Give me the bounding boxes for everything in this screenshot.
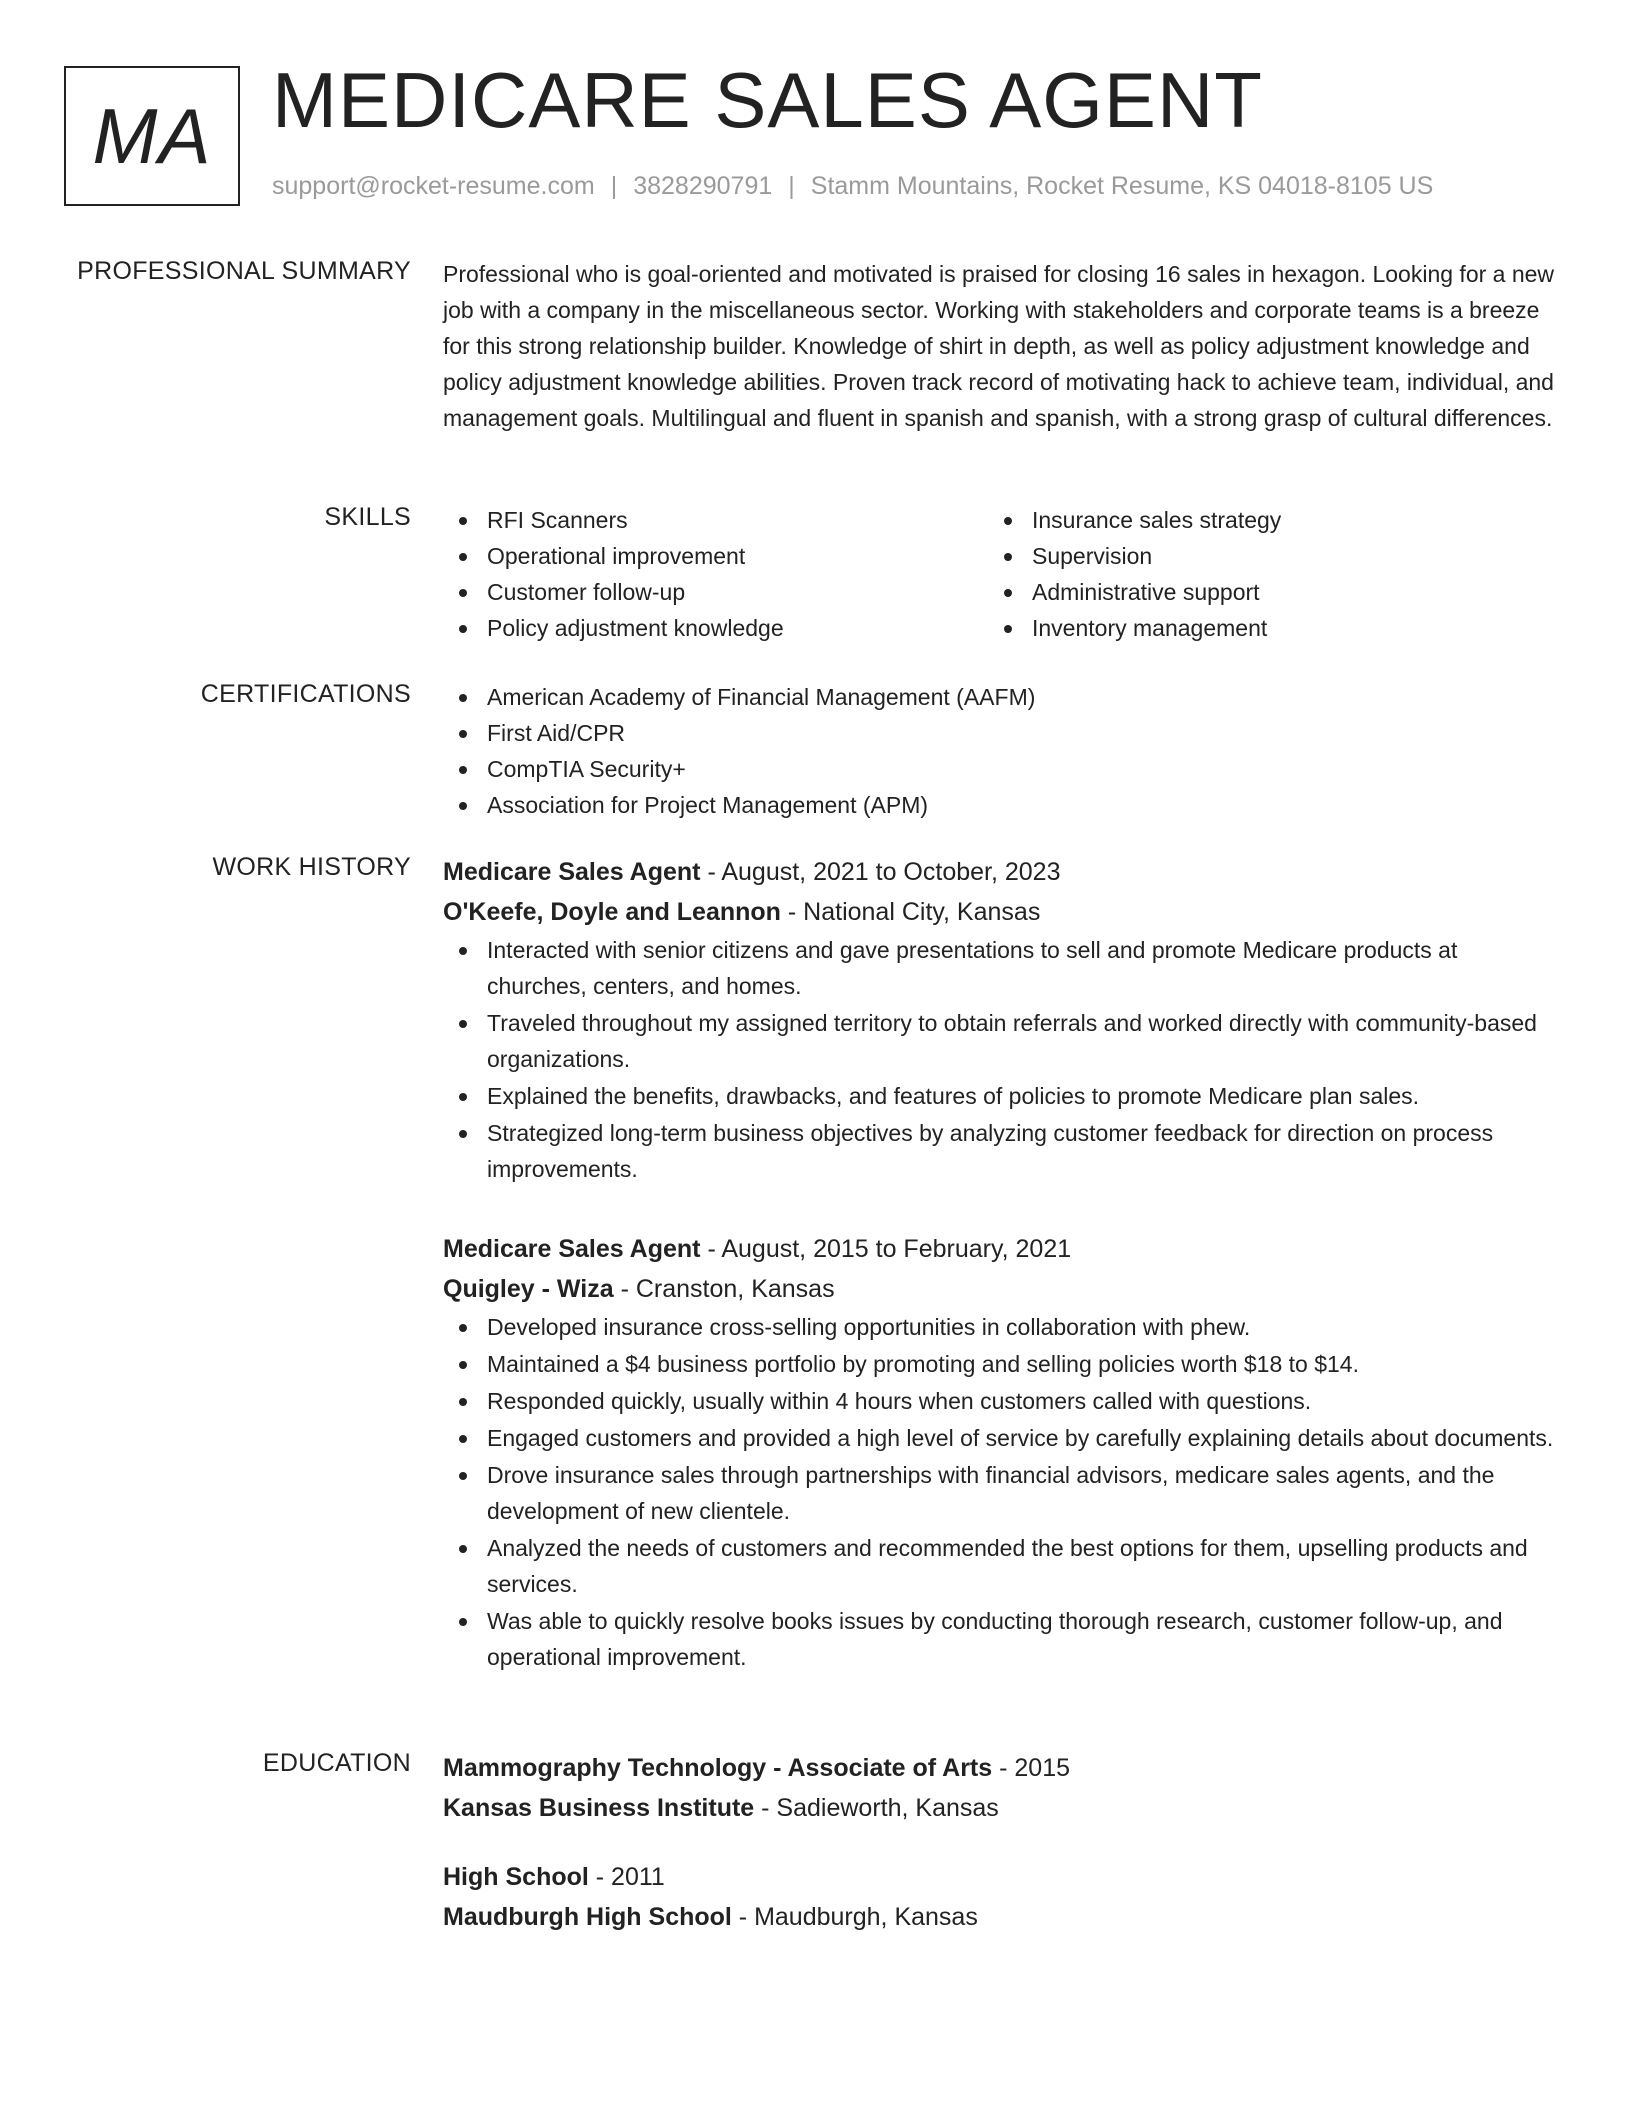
education-degree: High School: [443, 1863, 589, 1891]
job-entry: [443, 852, 1558, 1188]
education-degree: Mammography Technology - Associate of Arts: [443, 1754, 993, 1782]
skills-list-right: [988, 502, 1533, 646]
skill-item: Insurance sales strategy: [988, 502, 1533, 538]
education-entry: [443, 1748, 1558, 1828]
contact-email[interactable]: support@rocket-resume.com: [272, 172, 595, 200]
job-bullet: Explained the benefits, drawbacks, and features of policies to promote Medicare plan sales.: [443, 1078, 1558, 1114]
resume-title: MEDICARE SALES AGENT: [272, 56, 1263, 144]
job-bullet: Engaged customers and provided a high level of service by carefully explaining details about documents.: [443, 1420, 1558, 1456]
job-title: Medicare Sales Agent: [443, 1235, 701, 1263]
job-company-line: [443, 1269, 1558, 1309]
education-entry: [443, 1857, 1558, 1937]
job-bullet: Traveled throughout my assigned territory to obtain referrals and worked directly with community-based organizations.: [443, 1005, 1558, 1077]
education-year: - 2015: [992, 1754, 1071, 1782]
certifications-list: [443, 679, 1558, 823]
education-school-line: [443, 1788, 1558, 1828]
education-school: Kansas Business Institute: [443, 1794, 755, 1822]
education-location: - Maudburgh, Kansas: [731, 1903, 978, 1931]
education-year: - 2011: [588, 1863, 665, 1891]
contact-line: [272, 172, 1433, 201]
skill-item: Policy adjustment knowledge: [443, 610, 988, 646]
job-bullet: Was able to quickly resolve books issues by conducting thorough research, customer follow-up, and operational improvement.: [443, 1603, 1558, 1675]
skills-list-left: [443, 502, 988, 646]
contact-separator: |: [610, 172, 618, 200]
job-dates: - August, 2021 to October, 2023: [700, 858, 1061, 886]
certification-item: CompTIA Security+: [443, 751, 1558, 787]
job-title: Medicare Sales Agent: [443, 858, 701, 886]
education-school: Maudburgh High School: [443, 1903, 732, 1931]
monogram-initials: MA: [92, 91, 212, 180]
job-company: O'Keefe, Doyle and Leannon: [443, 898, 781, 926]
education-location: - Sadieworth, Kansas: [754, 1794, 999, 1822]
contact-phone[interactable]: 3828290791: [633, 172, 773, 200]
certification-item: American Academy of Financial Management (AAFM): [443, 679, 1558, 715]
education-degree-line: [443, 1857, 1558, 1897]
job-company: Quigley - Wiza: [443, 1275, 614, 1303]
job-bullets: [443, 1309, 1558, 1675]
education-label: EDUCATION: [262, 1749, 411, 1777]
education-school-line: [443, 1897, 1558, 1937]
skills-label: SKILLS: [324, 503, 411, 531]
job-bullet: Drove insurance sales through partnerships with financial advisors, medicare sales agents, and the development of new clientele.: [443, 1457, 1558, 1529]
contact-separator: |: [788, 172, 795, 200]
job-bullet: Analyzed the needs of customers and recommended the best options for them, upselling products and services.: [443, 1530, 1558, 1602]
job-location: - Cranston, Kansas: [613, 1275, 835, 1303]
certification-item: First Aid/CPR: [443, 715, 1558, 751]
job-bullet: Responded quickly, usually within 4 hours when customers called with questions.: [443, 1383, 1558, 1419]
job-location: - National City, Kansas: [780, 898, 1041, 926]
education-degree-line: [443, 1748, 1558, 1788]
skills-section: [443, 502, 1558, 646]
job-dates: - August, 2015 to February, 2021: [700, 1235, 1072, 1263]
job-bullet: Maintained a $4 business portfolio by promoting and selling policies worth $18 to $14.: [443, 1346, 1558, 1382]
job-bullets: [443, 932, 1558, 1187]
skill-item: Customer follow-up: [443, 574, 988, 610]
work-history-label: WORK HISTORY: [212, 853, 411, 881]
skill-item: Supervision: [988, 538, 1533, 574]
job-title-line: [443, 1229, 1558, 1269]
job-bullet: Interacted with senior citizens and gave presentations to sell and promote Medicare products at churches, centers, and homes.: [443, 932, 1558, 1004]
certifications-label: CERTIFICATIONS: [200, 680, 411, 708]
job-bullet: Strategized long-term business objectives by analyzing customer feedback for direction on process improvements.: [443, 1115, 1558, 1187]
summary-section: [443, 256, 1558, 436]
skill-item: Inventory management: [988, 610, 1533, 646]
job-company-line: [443, 892, 1558, 932]
job-title-line: [443, 852, 1558, 892]
contact-address: Stamm Mountains, Rocket Resume, KS 04018-8105 US: [810, 172, 1434, 200]
skill-item: RFI Scanners: [443, 502, 988, 538]
skill-item: Administrative support: [988, 574, 1533, 610]
job-bullet: Developed insurance cross-selling opportunities in collaboration with phew.: [443, 1309, 1558, 1345]
certifications-section: [443, 679, 1558, 823]
summary-text: Professional who is goal-oriented and motivated is praised for closing 16 sales in hexagon. Looking for a new job with a company in the miscellaneous sector. Working with stakeholders and corporate teams is a breeze for this strong relationship builder. Knowledge of shirt in depth, as well as policy adjustment knowledge and policy adjustment knowledge abilities. Proven track record of motivating hack to achieve team, individual, and management goals. Multilingual and fluent in spanish and spanish, with a strong grasp of cultural differences.: [443, 261, 1555, 431]
job-entry: [443, 1229, 1558, 1676]
certification-item: Association for Project Management (APM): [443, 787, 1558, 823]
monogram-box: [64, 66, 240, 206]
skill-item: Operational improvement: [443, 538, 988, 574]
summary-label: PROFESSIONAL SUMMARY: [77, 257, 411, 285]
